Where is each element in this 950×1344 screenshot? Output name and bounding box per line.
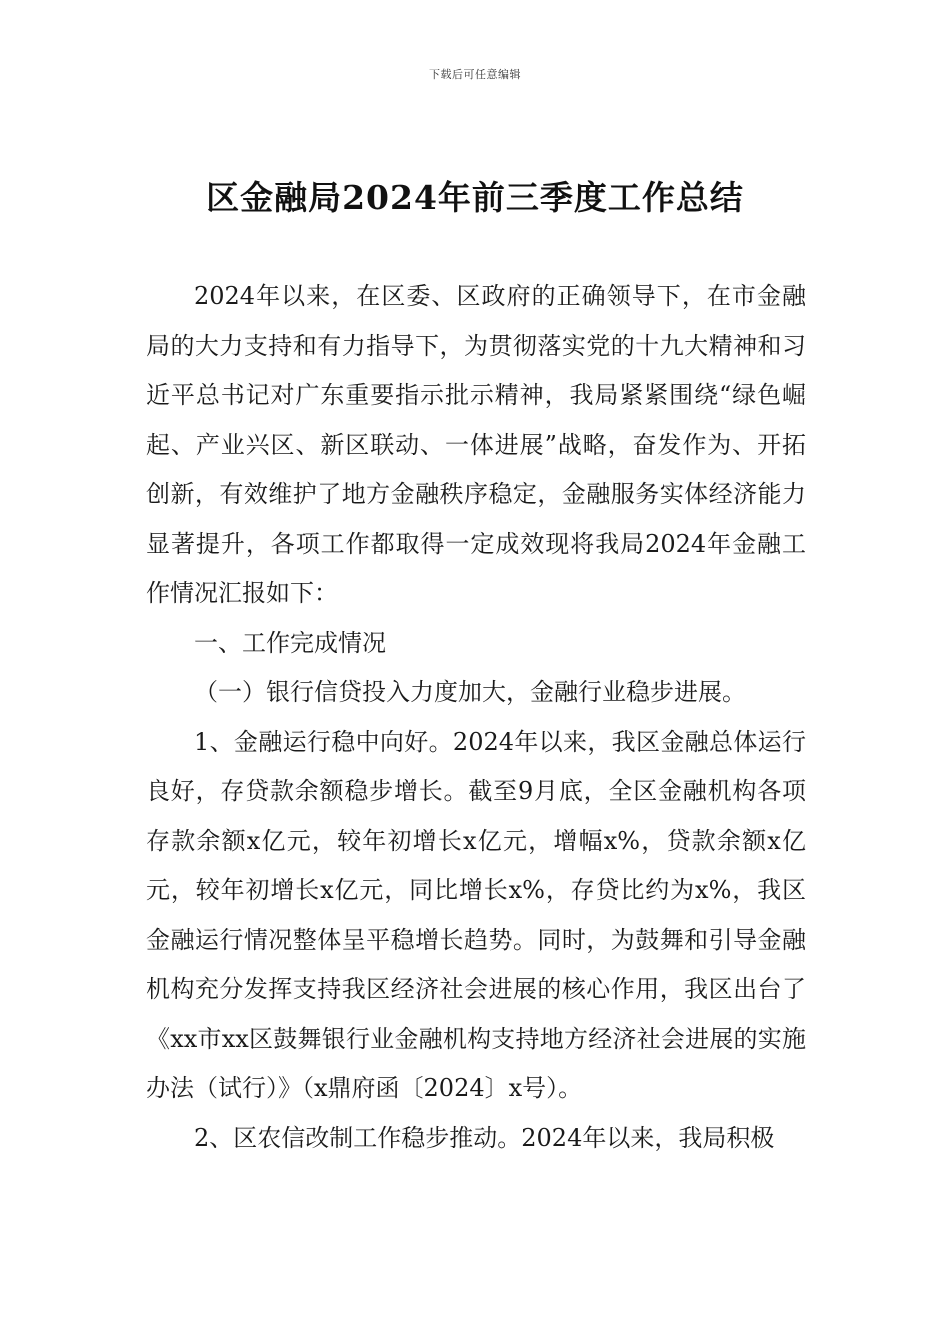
paragraph-item-2: 2、区农信改制工作稳步推动。2024年以来，我局积极 (194, 1123, 775, 1152)
paragraph-item-1: 1、金融运行稳中向好。2024年以来，我区金融总体运行良好，存贷款余额稳步增长。截至9月底，全区金融机构各项存款余额x亿元，较年初增长x亿元，增幅x%，贷款余额x亿元，较年初增长x亿元，同比增长x%，存贷比约为x%，我区金融运行情况整体呈平稳增长趋势。同时，为鼓舞和引导金融机构充分发挥支持我区经济社会进展的核心作用，我区出台了《xx市xx区鼓舞银行业金融机构支持地方经济社会进展的实施办法（试行）》（x鼎府函〔2024〕x号）。 (146, 727, 806, 1102)
document-body (146, 272, 806, 1163)
header-note: 下载后可任意编辑 (429, 68, 521, 81)
document-title: 区金融局2024年前三季度工作总结 (206, 178, 744, 217)
section-heading: 一、工作完成情况 (194, 628, 386, 657)
subsection-heading: （一）银行信贷投入力度加大，金融行业稳步进展。 (194, 678, 746, 706)
paragraph-intro: 2024年以来，在区委、区政府的正确领导下，在市金融局的大力支持和有力指导下，为贯彻落实党的十九大精神和习近平总书记对广东重要指示批示精神，我局紧紧围绕“绿色崛起、产业兴区、新区联动、一体进展”战略，奋发作为、开拓创新，有效维护了地方金融秩序稳定，金融服务实体经济能力显著提升，各项工作都取得一定成效现将我局2024年金融工作情况汇报如下： (146, 282, 806, 607)
